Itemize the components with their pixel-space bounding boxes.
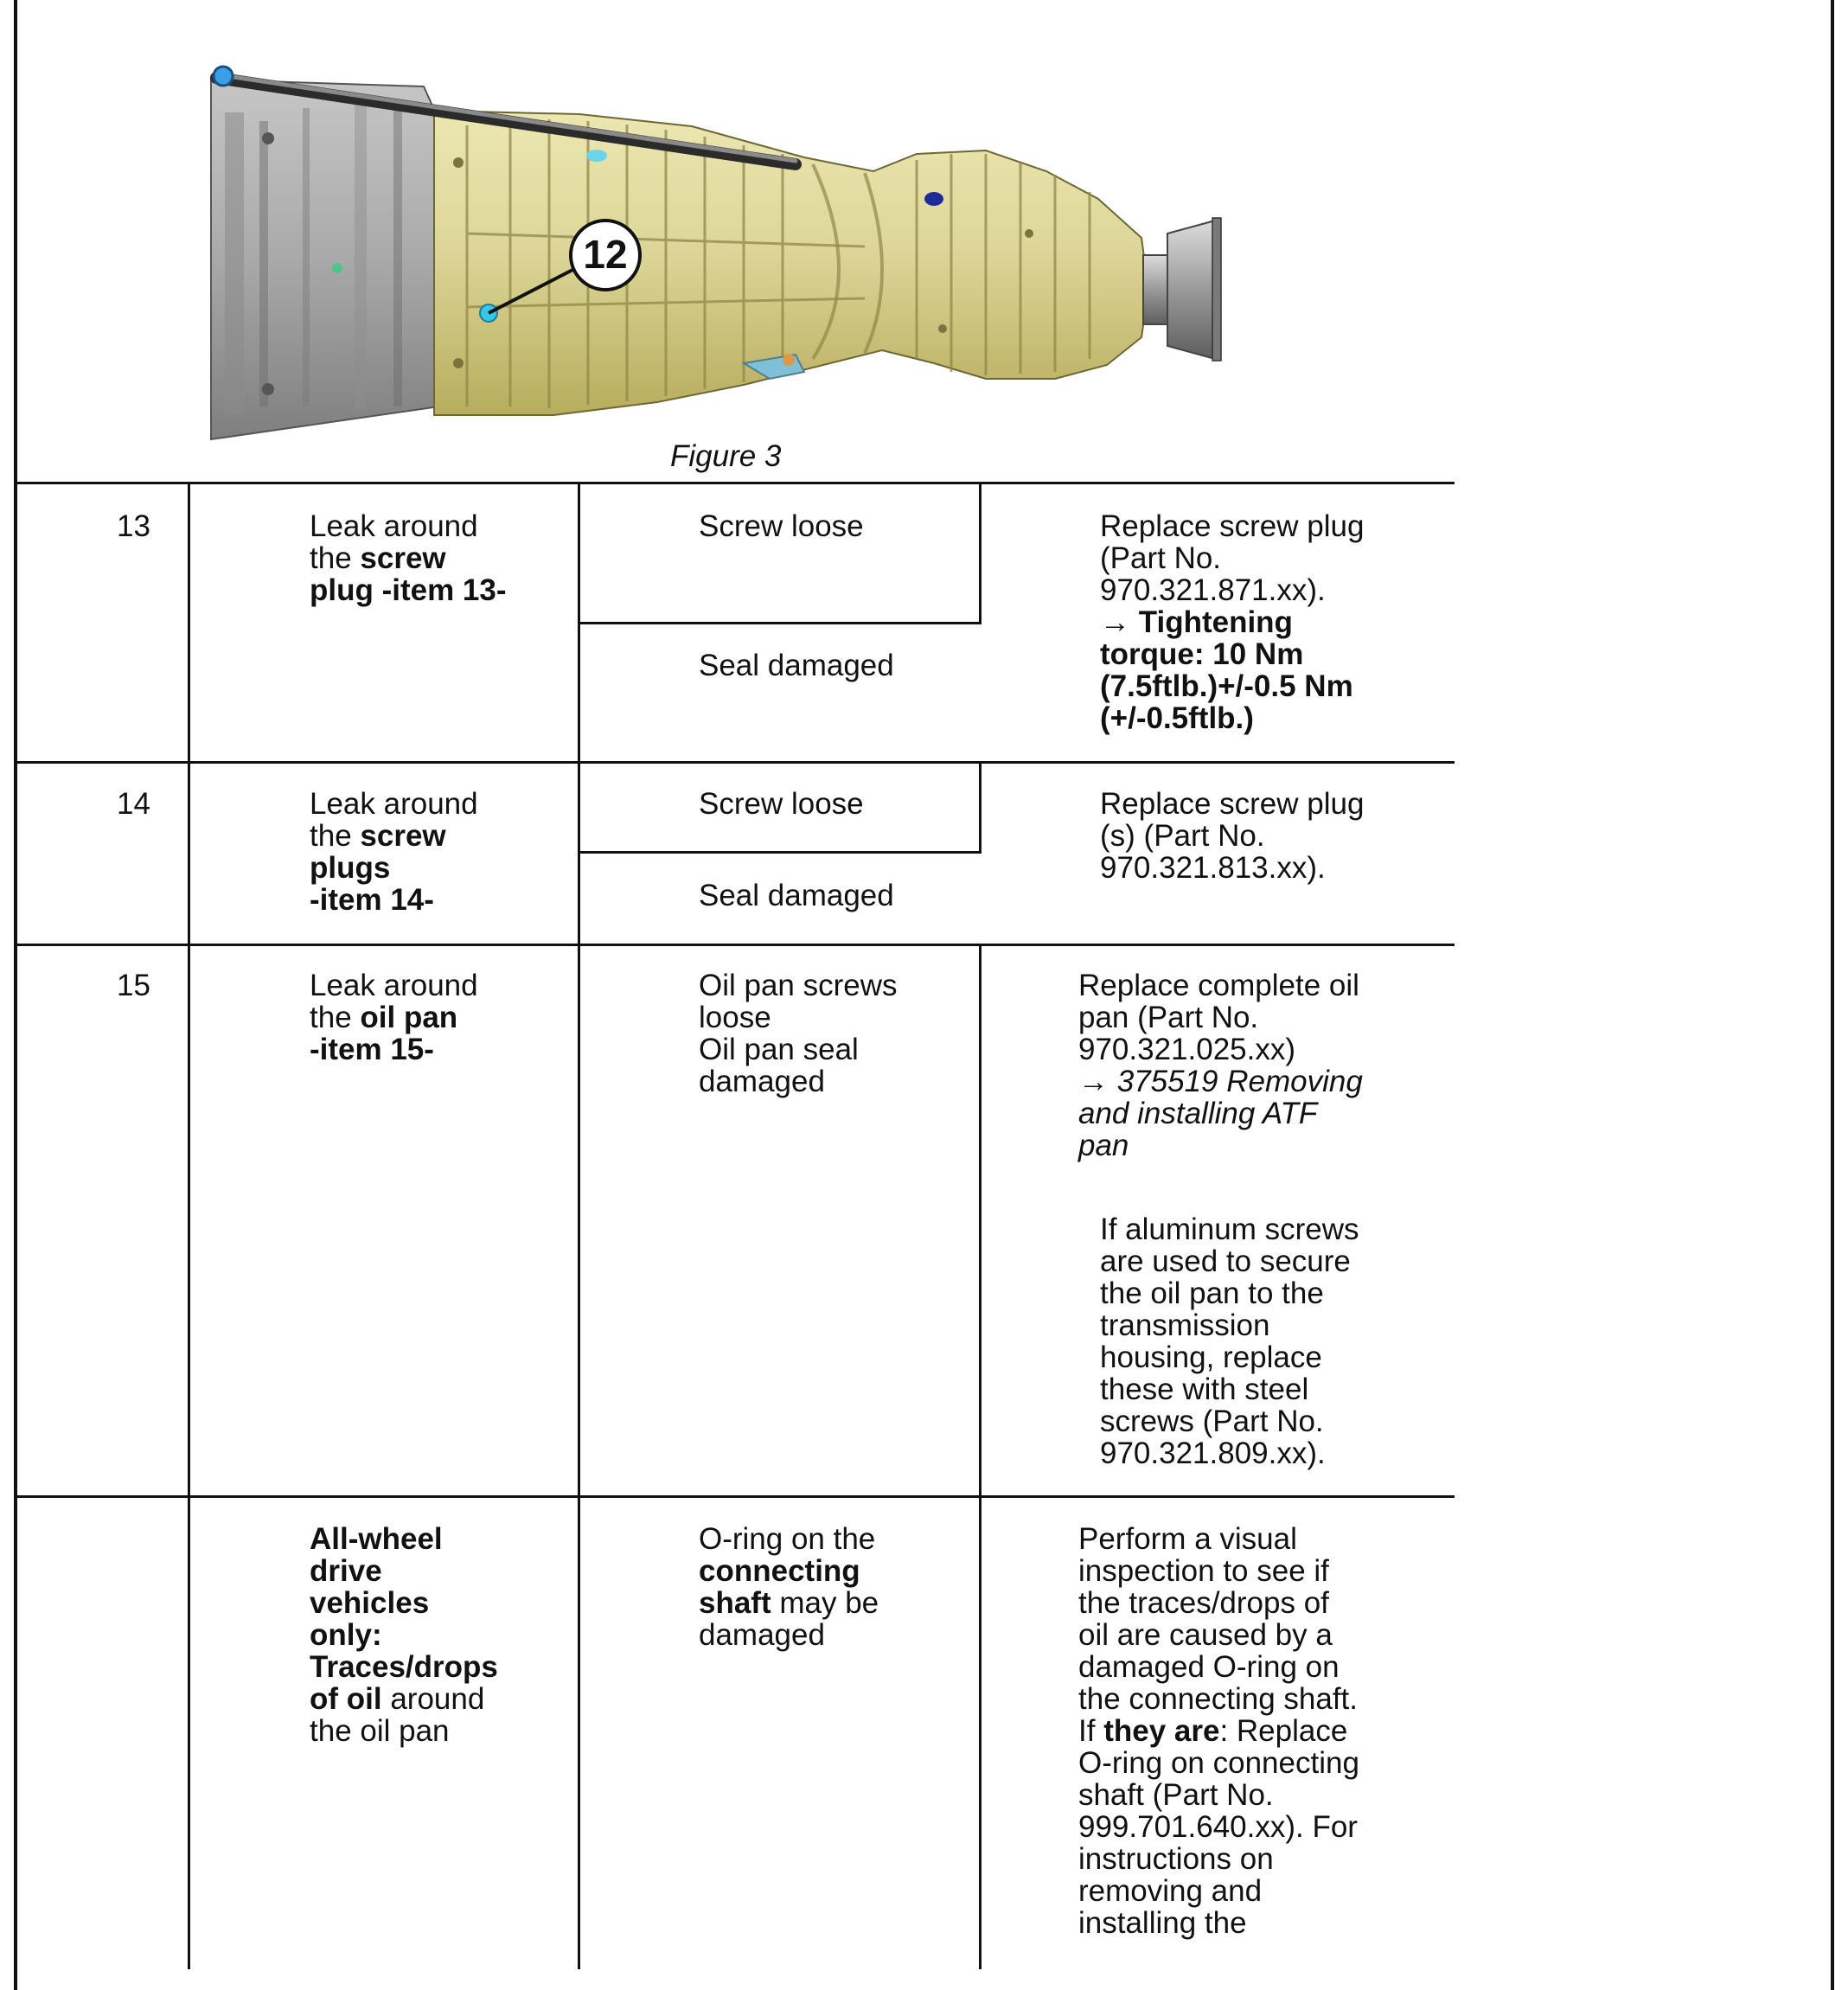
row-13-item-number: 13 bbox=[117, 509, 150, 543]
row-15-bottom-border bbox=[14, 1495, 1455, 1498]
transmission-illustration bbox=[208, 61, 1280, 441]
column-divider-1 bbox=[188, 482, 190, 1969]
row-15-item-number: 15 bbox=[117, 969, 150, 1002]
row-awd-cause: O-ring on the connecting shaft may be damaged bbox=[699, 1522, 879, 1652]
row-15-location: Leak around the oil pan -item 15- bbox=[310, 969, 478, 1066]
page-left-border bbox=[14, 0, 17, 1990]
row-13-cause-1: Screw loose bbox=[699, 509, 864, 543]
row-14-bottom-border bbox=[14, 944, 1455, 946]
row-14-item-number: 14 bbox=[117, 787, 150, 821]
row-14-column-divider-3 bbox=[979, 761, 982, 854]
row-15-remedy: Replace complete oil pan (Part No. 970.321.025.xx) → 375519 Removing and installing ATF pan bbox=[1078, 969, 1363, 1162]
page-right-border bbox=[1831, 0, 1834, 1990]
row-awd-remedy: Perform a visual inspection to see if the traces/drops of oil are caused by a damaged O-ring on the connecting shaft. If they are: Replace O-ring on connecting shaft (Part No. 999.701.640.xx). For instructions on removing and installing the bbox=[1078, 1522, 1359, 1940]
row-13-cause-divider bbox=[579, 622, 982, 624]
row-13-cause-2: Seal damaged bbox=[699, 649, 894, 682]
row-13-remedy: Replace screw plug (Part No. 970.321.871.xx). → Tightening torque: 10 Nm (7.5ftlb.)+/-0.5 Nm (+/-0.5ftlb.) bbox=[1100, 509, 1365, 735]
row-13-bottom-border bbox=[14, 761, 1455, 764]
row-13-column-divider-3 bbox=[979, 482, 982, 624]
table-top-border bbox=[14, 482, 1455, 484]
row-15-cause: Oil pan screws loose Oil pan seal damaged bbox=[699, 969, 898, 1098]
row-13-location: Leak around the screw plug -item 13- bbox=[310, 509, 507, 607]
row-15-note: If aluminum screws are used to secure the oil pan to the transmission housing, replace these with steel screws (Part No. 970.321.809.xx). bbox=[1100, 1213, 1359, 1470]
column-divider-3-lower bbox=[979, 944, 982, 1969]
column-divider-2 bbox=[578, 482, 580, 1969]
row-awd-location: All-wheel drive vehicles only: Traces/drops of oil around the oil pan bbox=[310, 1522, 498, 1748]
callout-12-label: 12 bbox=[583, 232, 628, 277]
row-14-remedy: Replace screw plug (s) (Part No. 970.321.813.xx). bbox=[1100, 787, 1365, 885]
figure-caption: Figure 3 bbox=[670, 439, 782, 473]
row-14-cause-divider bbox=[579, 851, 982, 854]
row-14-cause-1: Screw loose bbox=[699, 787, 864, 821]
row-14-location: Leak around the screw plugs -item 14- bbox=[310, 787, 478, 917]
row-14-cause-2: Seal damaged bbox=[699, 879, 894, 912]
